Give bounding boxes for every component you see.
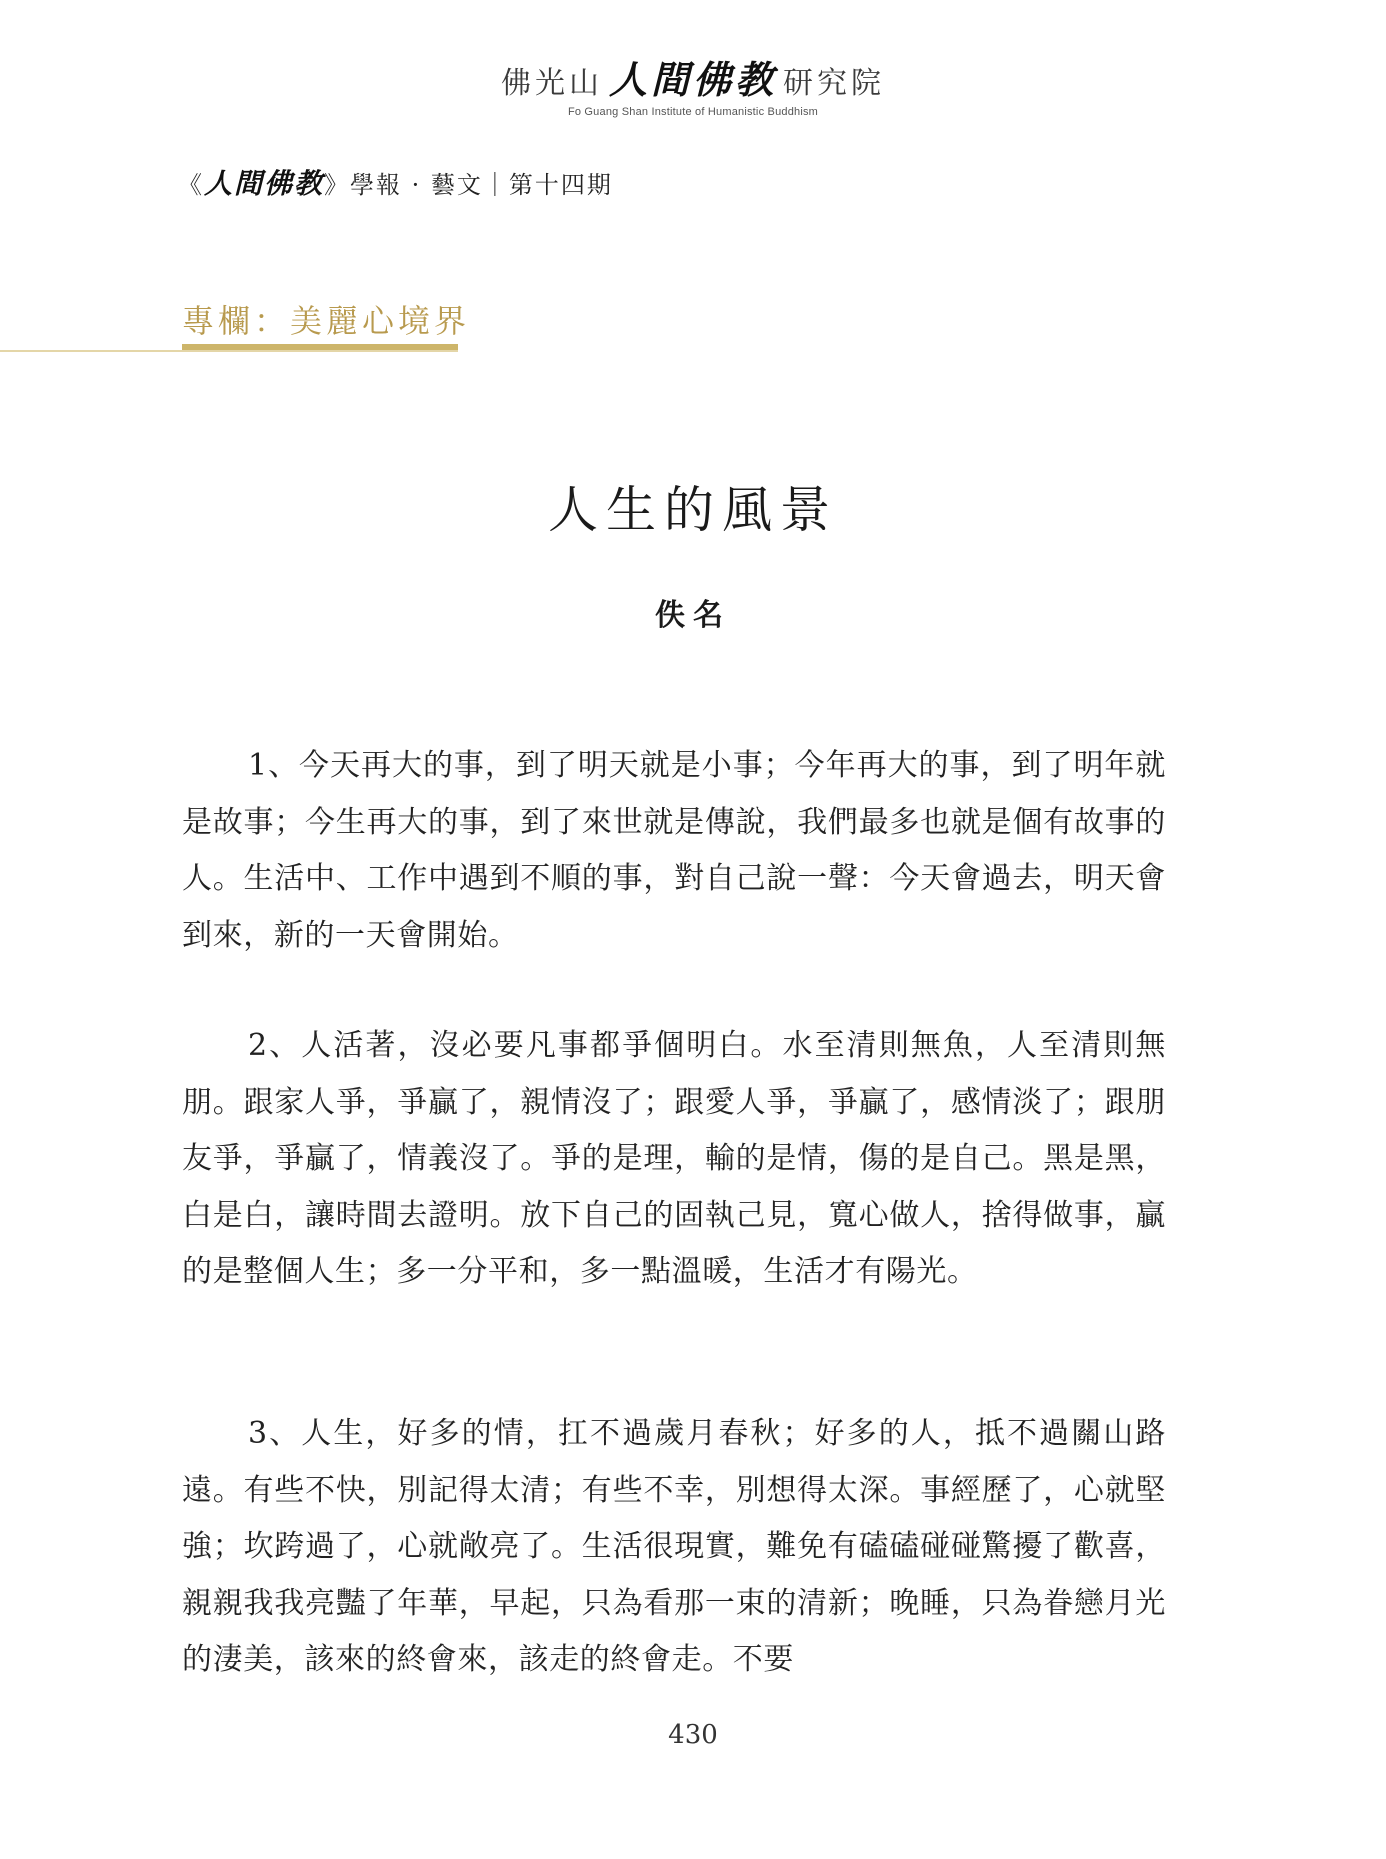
institute-english-name: Fo Guang Shan Institute of Humanistic Buddhism xyxy=(567,106,819,118)
column-title: 專欄：美麗心境界 xyxy=(182,302,471,340)
institute-header xyxy=(0,60,1386,118)
institute-brand-calligraphy: 人間佛教 xyxy=(608,58,777,102)
article-author: 佚名 xyxy=(655,598,731,633)
column-divider-thin xyxy=(0,350,458,352)
page-number: 430 xyxy=(668,1720,718,1750)
institute-name-left: 佛光山 xyxy=(500,66,603,101)
journal-issue-info: 》學報 · 藝文｜第十四期 xyxy=(324,171,613,199)
journal-open-bracket: 《 xyxy=(178,171,204,199)
journal-running-head xyxy=(178,162,613,202)
paragraph-2: 2、人活著，沒必要凡事都爭個明白。水至清則無魚，人至清則無朋。跟家人爭，爭贏了，親情沒了；跟愛人爭，爭贏了，感情淡了；跟朋友爭，爭贏了，情義沒了。爭的是理，輸的是情，傷的是自己。黑是黑，白是白，讓時間去證明。放下自己的固執己見，寬心做人，捨得做事，贏的是整個人生；多一分平和，多一點溫暖，生活才有陽光。 xyxy=(182,1028,1166,1289)
paragraph-1: 1、今天再大的事，到了明天就是小事；今年再大的事，到了明年就是故事；今生再大的事，到了來世就是傳說，我們最多也就是個有故事的人。生活中、工作中遇到不順的事，對自己說一聲：今天會過去，明天會到來，新的一天會開始。 xyxy=(182,748,1166,953)
institute-name-right: 研究院 xyxy=(783,66,885,101)
article-title: 人生的風景 xyxy=(548,481,838,539)
institute-logo-line xyxy=(0,60,1386,104)
column-divider-accent xyxy=(182,344,458,350)
journal-brand-calligraphy: 人間佛教 xyxy=(204,167,325,200)
paragraph-3: 3、人生，好多的情，扛不過歲月春秋；好多的人，抵不過關山路遠。有些不快，別記得太清；有些不幸，別想得太深。事經歷了，心就堅強；坎跨過了，心就敞亮了。生活很現實，難免有磕磕碰碰驚擾了歡喜，親親我我亮豔了年華，早起，只為看那一束的清新；晚睡，只為眷戀月光的淒美，該來的終會來，該走的終會走。不要 xyxy=(182,1416,1166,1677)
